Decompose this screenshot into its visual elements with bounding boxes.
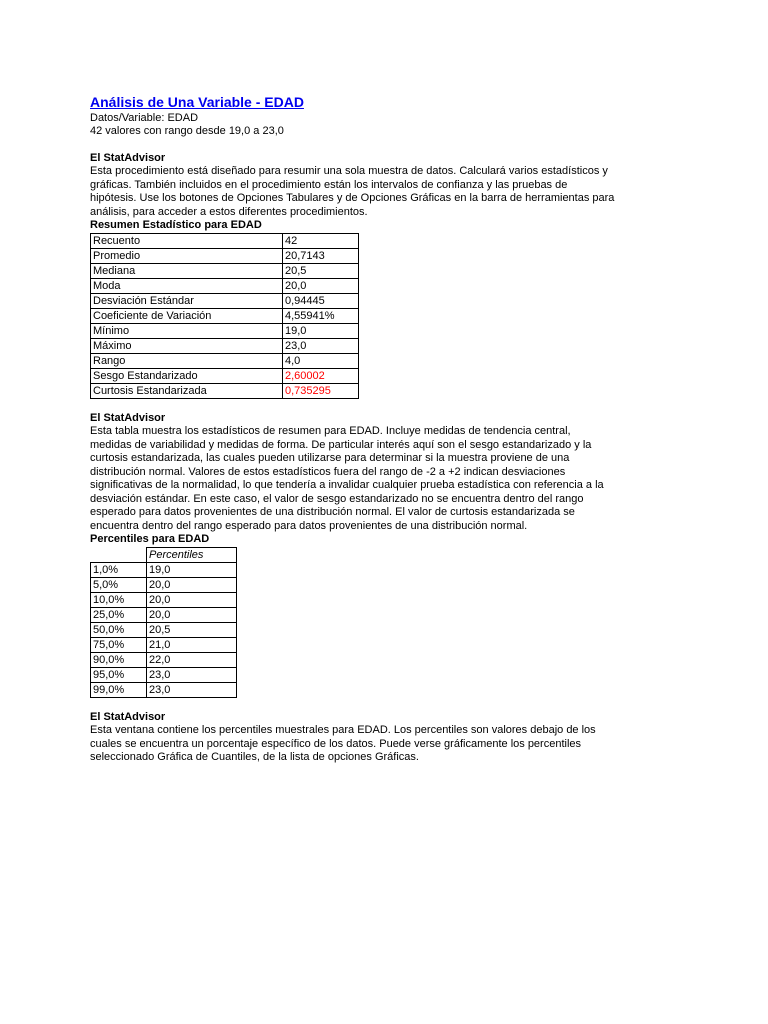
report-page xyxy=(90,94,650,765)
summary-table-row xyxy=(91,293,359,308)
summary-table-row xyxy=(91,353,359,368)
row-value-cell: 20,0 xyxy=(147,577,237,592)
summary-table-row xyxy=(91,368,359,383)
row-label-cell: 50,0% xyxy=(91,622,147,637)
paragraph-line: gráficas. También incluidos en el procedimiento están los intervalos de confianza y las pruebas de xyxy=(90,178,568,191)
summary-table-row xyxy=(91,323,359,338)
row-label-cell: 99,0% xyxy=(91,682,147,697)
row-label-cell: Rango xyxy=(91,353,283,368)
percentiles-table-row xyxy=(91,607,237,622)
summary-table-row xyxy=(91,383,359,398)
percentiles-table-row xyxy=(91,562,237,577)
percentiles-table-row xyxy=(91,592,237,607)
row-label-cell: 5,0% xyxy=(91,577,147,592)
statadvisor-heading-3: El StatAdvisor xyxy=(90,710,166,723)
paragraph-line: medidas de variabilidad y medidas de forma. De particular interés aquí son el sesgo estandarizado y la xyxy=(90,438,592,451)
row-label-cell: Mínimo xyxy=(91,323,283,338)
paragraph-line: cuales se encuentra un porcentaje específico de los datos. Puede verse gráficamente los percentiles xyxy=(90,737,582,750)
statadvisor-heading-1: El StatAdvisor xyxy=(90,151,166,164)
row-label-cell: Sesgo Estandarizado xyxy=(91,368,283,383)
statadvisor-heading-2: El StatAdvisor xyxy=(90,411,166,424)
row-value-cell: 2,60002 xyxy=(283,368,359,383)
statadvisor-text-1 xyxy=(90,165,640,219)
empty-header-cell xyxy=(91,547,147,562)
summary-table-row xyxy=(91,278,359,293)
row-value-cell: 21,0 xyxy=(147,637,237,652)
spacer xyxy=(90,698,650,711)
percentiles-table-row xyxy=(91,682,237,697)
row-label-cell: 95,0% xyxy=(91,667,147,682)
summary-table-row xyxy=(91,338,359,353)
summary-table-row xyxy=(91,233,359,248)
row-value-cell: 0,735295 xyxy=(283,383,359,398)
row-value-cell: 20,5 xyxy=(283,263,359,278)
row-value-cell: 19,0 xyxy=(147,562,237,577)
row-label-cell: 1,0% xyxy=(91,562,147,577)
percentiles-table-row xyxy=(91,652,237,667)
summary-statistics-table xyxy=(90,233,359,399)
row-value-cell: 22,0 xyxy=(147,652,237,667)
row-label-cell: 25,0% xyxy=(91,607,147,622)
percentiles-column-header: Percentiles xyxy=(147,547,237,562)
paragraph-line: Esta ventana contiene los percentiles muestrales para EDAD. Los percentiles son valores debajo de los xyxy=(90,724,596,736)
percentiles-table-row xyxy=(91,637,237,652)
row-label-cell: 90,0% xyxy=(91,652,147,667)
row-label-cell: Promedio xyxy=(91,248,283,263)
row-label-cell: Coeficiente de Variación xyxy=(91,308,283,323)
row-label-cell: Máximo xyxy=(91,338,283,353)
summary-table-row xyxy=(91,308,359,323)
row-value-cell: 19,0 xyxy=(283,323,359,338)
row-value-cell: 20,0 xyxy=(147,607,237,622)
row-value-cell: 20,7143 xyxy=(283,248,359,263)
paragraph-line: análisis, para acceder a estos diferentes procedimientos. xyxy=(90,205,368,218)
paragraph-line: curtosis estandarizada, las cuales pueden utilizarse para determinar si la muestra proviene de una xyxy=(90,452,570,464)
data-variable-line: Datos/Variable: EDAD xyxy=(90,111,199,124)
spacer xyxy=(90,399,650,412)
paragraph-line: seleccionado Gráfica de Cuantiles, de la lista de opciones Gráficas. xyxy=(90,751,419,763)
row-label-cell: Moda xyxy=(91,278,283,293)
report-title-link[interactable]: Análisis de Una Variable - EDAD xyxy=(90,94,304,110)
paragraph-line: desviación estándar. En este caso, el valor de sesgo estandarizado no se encuentra dentro del rango xyxy=(90,492,584,505)
value-range-line: 42 valores con rango desde 19,0 a 23,0 xyxy=(90,125,284,137)
paragraph-line: Esta tabla muestra los estadísticos de resumen para EDAD. Incluye medidas de tendencia central, xyxy=(90,425,571,437)
row-label-cell: Curtosis Estandarizada xyxy=(91,383,283,398)
paragraph-line: distribución normal. Valores de estos estadísticos fuera del rango de -2 a +2 indican desviaciones xyxy=(90,465,566,478)
row-value-cell: 0,94445 xyxy=(283,293,359,308)
percentiles-table-row xyxy=(91,577,237,592)
percentiles-header-row xyxy=(91,547,237,562)
percentiles-table-heading: Percentiles para EDAD xyxy=(90,533,210,545)
row-value-cell: 4,55941% xyxy=(283,308,359,323)
row-value-cell: 20,0 xyxy=(283,278,359,293)
paragraph-line: encuentra dentro del rango esperado para datos provenientes de una distribución normal. xyxy=(90,519,528,532)
statadvisor-text-2 xyxy=(90,425,640,533)
row-value-cell: 23,0 xyxy=(147,667,237,682)
row-label-cell: Mediana xyxy=(91,263,283,278)
row-value-cell: 23,0 xyxy=(147,682,237,697)
row-label-cell: 10,0% xyxy=(91,592,147,607)
statadvisor-text-3 xyxy=(90,724,640,765)
row-value-cell: 42 xyxy=(283,233,359,248)
percentiles-table-row xyxy=(91,667,237,682)
paragraph-line: esperado para datos provenientes de una distribución normal. El valor de curtosis estandarizada se xyxy=(90,506,575,518)
paragraph-line: significativas de la normalidad, lo que tendería a invalidar cualquier prueba estadística con referencia a la xyxy=(90,479,604,491)
summary-table-row xyxy=(91,263,359,278)
row-label-cell: 75,0% xyxy=(91,637,147,652)
paragraph-line: hipótesis. Use los botones de Opciones Tabulares y de Opciones Gráficas en la barra de herramientas para xyxy=(90,192,615,204)
row-value-cell: 4,0 xyxy=(283,353,359,368)
percentiles-table-row xyxy=(91,622,237,637)
paragraph-line: Esta procedimiento está diseñado para resumir una sola muestra de datos. Calculará varios estadísticos y xyxy=(90,165,608,177)
row-value-cell: 23,0 xyxy=(283,338,359,353)
row-label-cell: Recuento xyxy=(91,233,283,248)
summary-table-heading: Resumen Estadístico para EDAD xyxy=(90,219,262,231)
summary-table-row xyxy=(91,248,359,263)
row-value-cell: 20,5 xyxy=(147,622,237,637)
percentiles-table xyxy=(90,547,237,698)
spacer xyxy=(90,139,650,152)
row-value-cell: 20,0 xyxy=(147,592,237,607)
row-label-cell: Desviación Estándar xyxy=(91,293,283,308)
